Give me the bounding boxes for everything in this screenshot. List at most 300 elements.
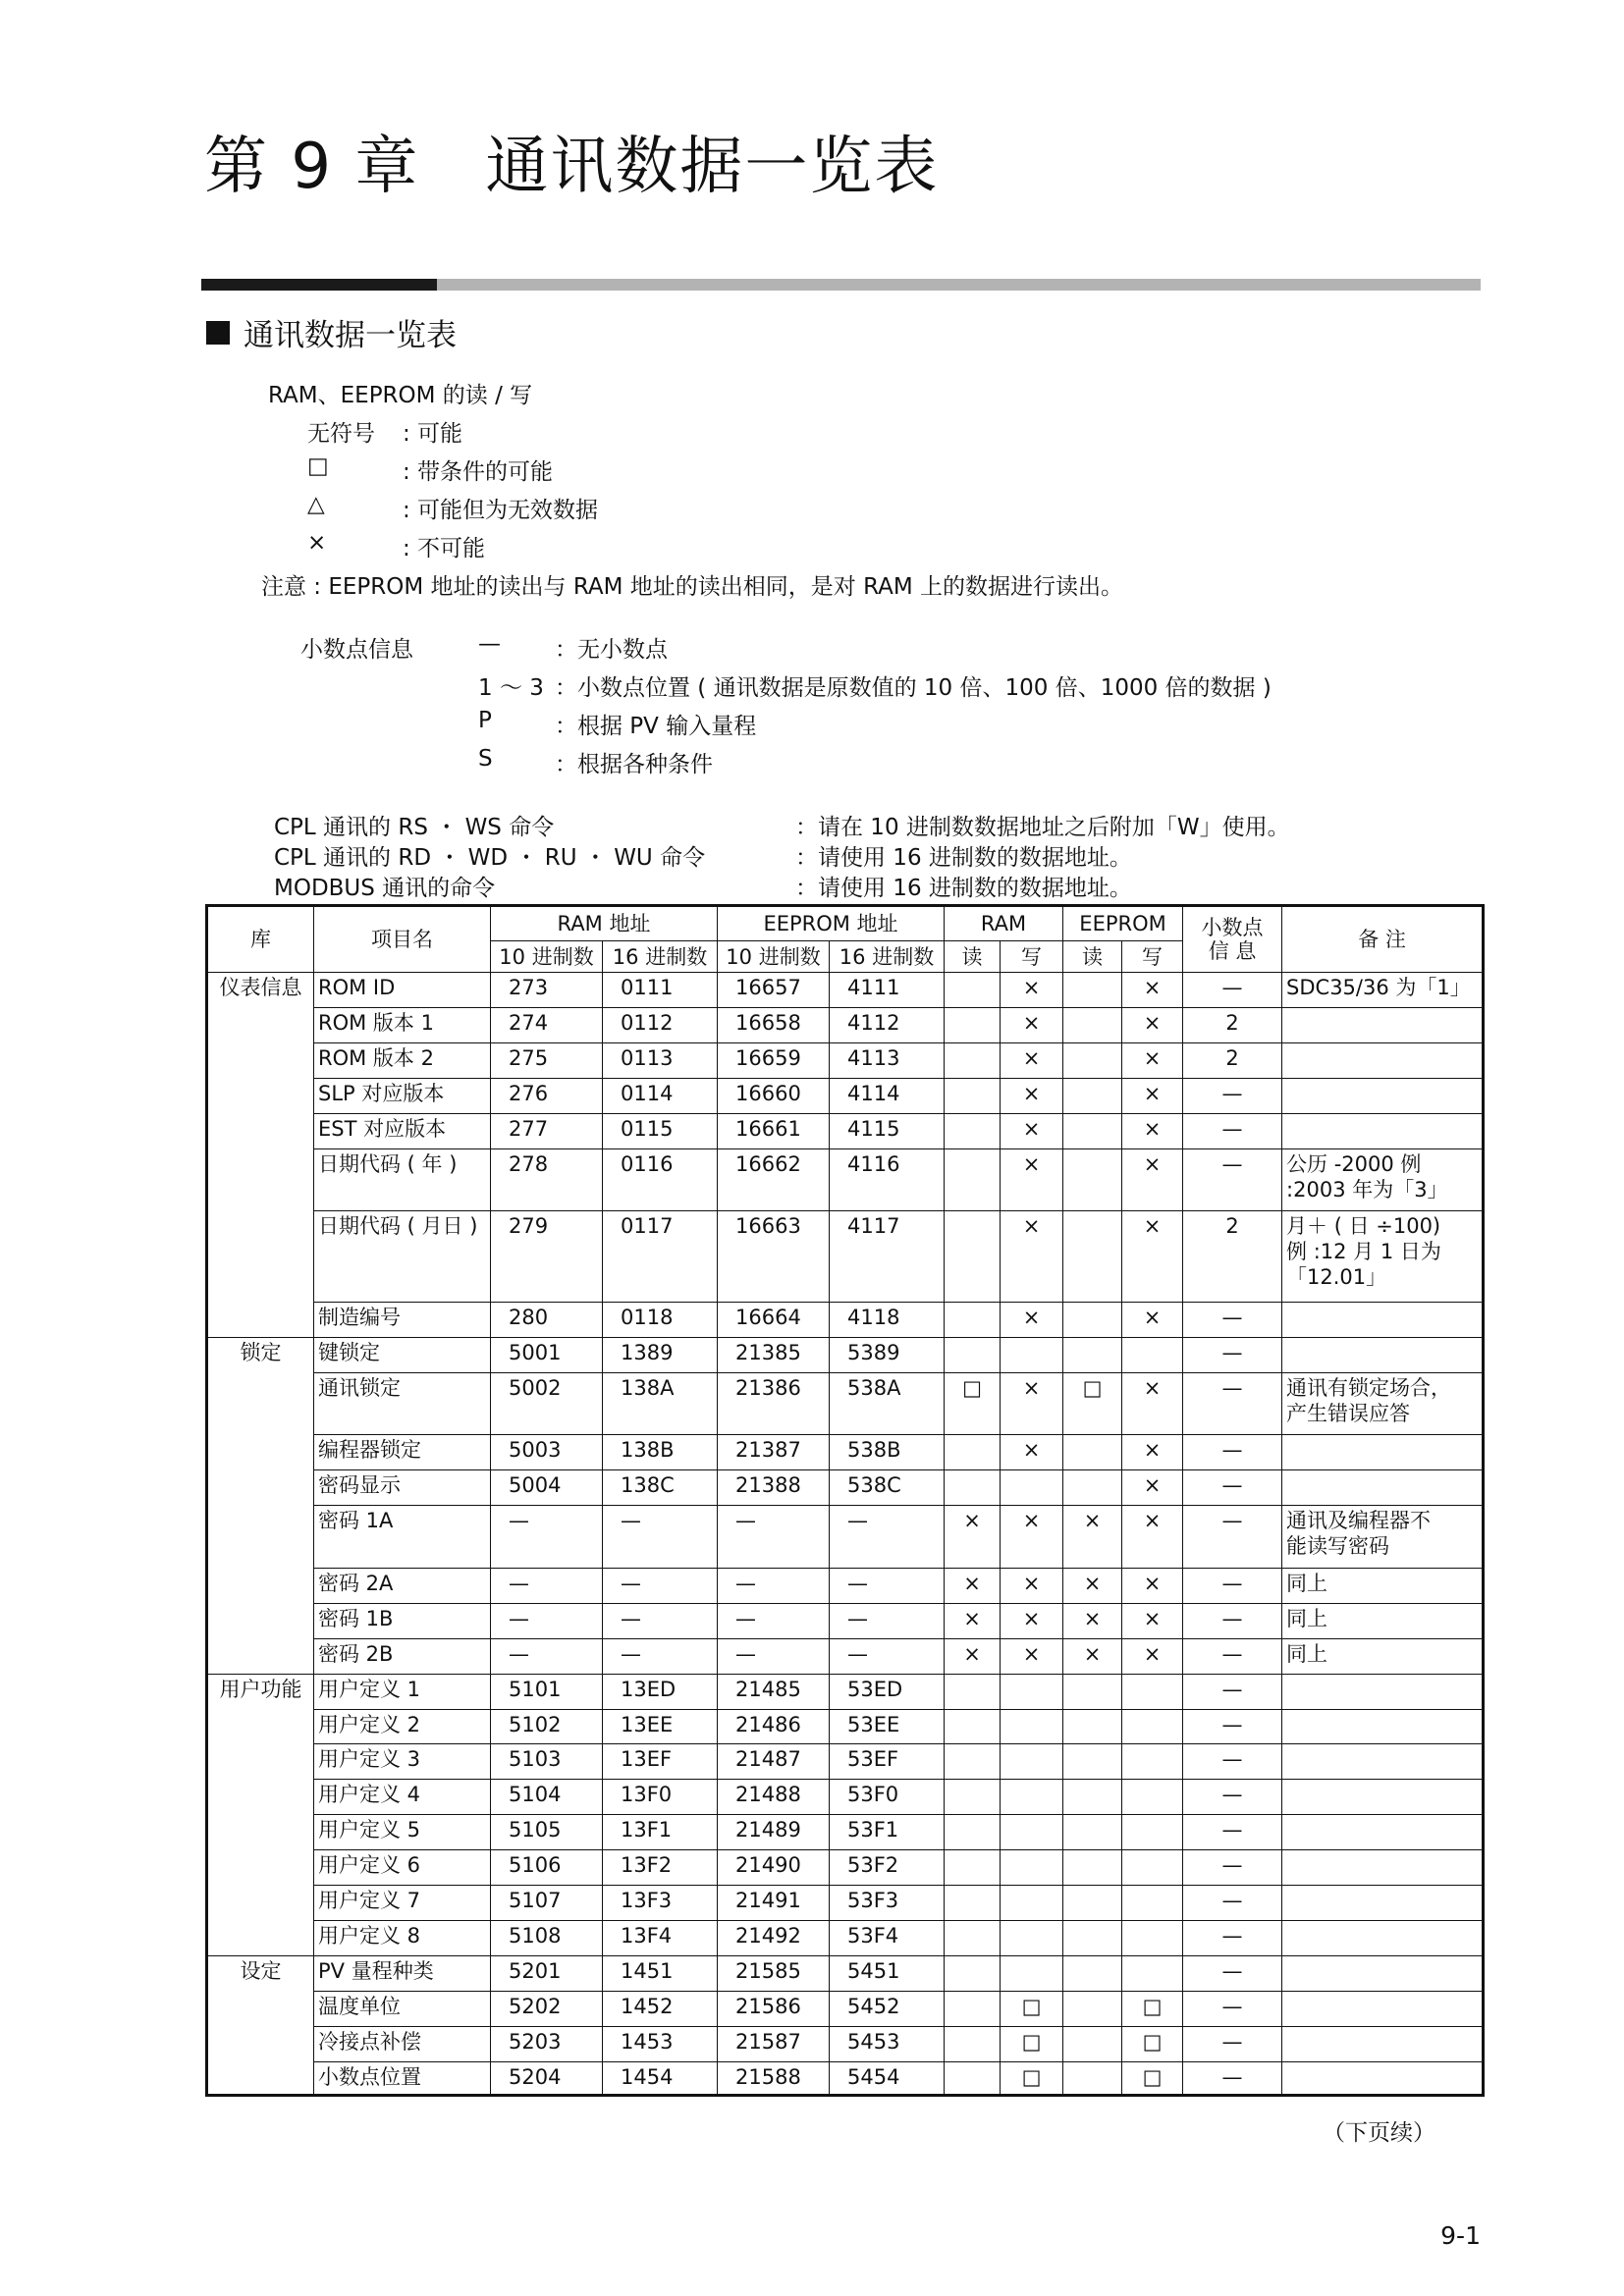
- cell-r16: 13F1: [603, 1815, 718, 1850]
- decimal-desc-3: ：根据各种条件: [555, 752, 713, 777]
- table-row: [207, 1815, 1484, 1850]
- cell-dp: 2: [1183, 1042, 1282, 1078]
- cell-rw: [1001, 1921, 1063, 1956]
- cell-e16: —: [830, 1506, 945, 1568]
- cell-dp: —: [1183, 1113, 1282, 1148]
- table-row: [207, 2026, 1484, 2061]
- cell-ew: ×: [1122, 1113, 1183, 1148]
- cell-dp: —: [1183, 1470, 1282, 1506]
- cell-r10: 5203: [491, 2026, 603, 2061]
- command-desc-2: ：请使用 16 进制数的数据地址。: [795, 876, 1132, 901]
- cell-note: 通讯及编程器不 能读写密码: [1282, 1506, 1484, 1568]
- cell-e10: 21485: [718, 1674, 830, 1709]
- cell-r10: 276: [491, 1078, 603, 1113]
- cell-r10: 5104: [491, 1780, 603, 1815]
- cell-item: ROM ID: [314, 973, 491, 1008]
- cell-r16: 0118: [603, 1303, 718, 1338]
- cell-item: 用户定义 5: [314, 1815, 491, 1850]
- cell-ew: ×: [1122, 1568, 1183, 1603]
- cell-rr: [945, 1886, 1001, 1921]
- cell-r16: 1453: [603, 2026, 718, 2061]
- cell-rr: [945, 1078, 1001, 1113]
- cell-e16: 53EE: [830, 1709, 945, 1744]
- cell-note: [1282, 1338, 1484, 1373]
- cell-r16: 13ED: [603, 1674, 718, 1709]
- table-row: [207, 1211, 1484, 1303]
- table-row: [207, 1674, 1484, 1709]
- cell-note: [1282, 1042, 1484, 1078]
- cell-er: [1063, 1674, 1122, 1709]
- cell-item: 密码 2A: [314, 1568, 491, 1603]
- table-row: [207, 1373, 1484, 1435]
- cell-ew: ×: [1122, 1373, 1183, 1435]
- legend-sym-0: 无符号: [307, 421, 375, 447]
- cell-r16: 1454: [603, 2061, 718, 2095]
- cell-rr: [945, 1815, 1001, 1850]
- cell-rw: [1001, 1886, 1063, 1921]
- cell-dp: —: [1183, 1568, 1282, 1603]
- legend-desc-3: : 不可能: [403, 536, 486, 561]
- header-eeprom-dec: 10 进制数: [718, 941, 830, 973]
- header-eeprom-address: EEPROM 地址: [718, 906, 945, 941]
- cell-rw: [1001, 1744, 1063, 1780]
- title-rule-light: [437, 279, 1481, 291]
- cell-e16: 53F2: [830, 1850, 945, 1886]
- cell-item: PV 量程种类: [314, 1956, 491, 1992]
- cell-ew: ×: [1122, 1603, 1183, 1638]
- cell-e10: 16663: [718, 1211, 830, 1303]
- cell-e10: —: [718, 1603, 830, 1638]
- table-row: [207, 973, 1484, 1008]
- table-row: [207, 1303, 1484, 1338]
- cell-er: [1063, 2026, 1122, 2061]
- command-name-0: CPL 通讯的 RS ・ WS 命令: [274, 815, 555, 840]
- cell-rw: ×: [1001, 1042, 1063, 1078]
- cell-item: 制造编号: [314, 1303, 491, 1338]
- header-ram: RAM: [945, 906, 1063, 941]
- cell-e16: 4117: [830, 1211, 945, 1303]
- cell-r10: —: [491, 1603, 603, 1638]
- cell-dp: —: [1183, 1815, 1282, 1850]
- cell-rr: [945, 1007, 1001, 1042]
- cell-item: 用户定义 4: [314, 1780, 491, 1815]
- cell-er: [1063, 1338, 1122, 1373]
- cell-e16: 4118: [830, 1303, 945, 1338]
- cell-ew: □: [1122, 2026, 1183, 2061]
- table-row: [207, 1078, 1484, 1113]
- header-lib: 库: [207, 906, 314, 973]
- cell-e10: 16664: [718, 1303, 830, 1338]
- cell-rw: ×: [1001, 1303, 1063, 1338]
- cell-er: [1063, 1850, 1122, 1886]
- cell-r16: 13F0: [603, 1780, 718, 1815]
- cell-rr: [945, 1435, 1001, 1470]
- cell-e10: 21387: [718, 1435, 830, 1470]
- cell-rw: ×: [1001, 1638, 1063, 1674]
- header-decimal: 小数点 信 息: [1183, 906, 1282, 973]
- cell-er: □: [1063, 1373, 1122, 1435]
- cell-ew: □: [1122, 1992, 1183, 2027]
- cell-r16: 13F4: [603, 1921, 718, 1956]
- legend-desc-2: : 可能但为无效数据: [403, 498, 599, 523]
- cell-rw: [1001, 1338, 1063, 1373]
- cell-dp: —: [1183, 1338, 1282, 1373]
- header-ram-address: RAM 地址: [491, 906, 718, 941]
- cell-r10: 5101: [491, 1674, 603, 1709]
- table-row: [207, 1992, 1484, 2027]
- cell-e10: 21388: [718, 1470, 830, 1506]
- cell-er: [1063, 1078, 1122, 1113]
- cell-note: [1282, 1992, 1484, 2027]
- cell-er: [1063, 1211, 1122, 1303]
- table-body: [207, 973, 1484, 2096]
- cell-item: 编程器锁定: [314, 1435, 491, 1470]
- cell-er: [1063, 1780, 1122, 1815]
- cell-e16: —: [830, 1568, 945, 1603]
- cell-dp: —: [1183, 1674, 1282, 1709]
- cell-item: 日期代码 ( 年 ): [314, 1148, 491, 1210]
- group-label: 设定: [207, 1956, 314, 2096]
- cell-e16: 53EF: [830, 1744, 945, 1780]
- cell-dp: —: [1183, 2061, 1282, 2095]
- cell-item: 密码显示: [314, 1470, 491, 1506]
- cell-dp: —: [1183, 1992, 1282, 2027]
- cell-rr: □: [945, 1373, 1001, 1435]
- cell-rw: [1001, 1815, 1063, 1850]
- cell-item: 日期代码 ( 月日 ): [314, 1211, 491, 1303]
- cell-e16: 5451: [830, 1956, 945, 1992]
- cell-e10: 21585: [718, 1956, 830, 1992]
- cell-rw: ×: [1001, 1603, 1063, 1638]
- cell-dp: 2: [1183, 1007, 1282, 1042]
- header-ram-dec: 10 进制数: [491, 941, 603, 973]
- cell-ew: ×: [1122, 1638, 1183, 1674]
- cell-e10: 16658: [718, 1007, 830, 1042]
- cell-note: [1282, 1956, 1484, 1992]
- table-row: [207, 1921, 1484, 1956]
- header-eeprom-read: 读: [1063, 941, 1122, 973]
- cell-er: [1063, 973, 1122, 1008]
- page-number: 9-1: [1440, 2221, 1481, 2250]
- cell-r10: 5204: [491, 2061, 603, 2095]
- cell-note: 同上: [1282, 1638, 1484, 1674]
- cell-e10: 21488: [718, 1780, 830, 1815]
- cell-r16: —: [603, 1603, 718, 1638]
- cell-rw: [1001, 1470, 1063, 1506]
- communication-data-table: [205, 904, 1485, 2097]
- cell-ew: ×: [1122, 1470, 1183, 1506]
- table-row: [207, 1113, 1484, 1148]
- cell-er: ×: [1063, 1506, 1122, 1568]
- table-row: [207, 1850, 1484, 1886]
- cell-r10: 279: [491, 1211, 603, 1303]
- cell-r10: 5107: [491, 1886, 603, 1921]
- cell-rr: ×: [945, 1638, 1001, 1674]
- cell-r16: 1389: [603, 1338, 718, 1373]
- command-desc-0: ：请在 10 进制数数据地址之后附加「W」使用。: [795, 815, 1290, 840]
- legend-sym-3: ×: [307, 530, 327, 556]
- cell-rr: [945, 1113, 1001, 1148]
- cell-dp: —: [1183, 1148, 1282, 1210]
- cell-note: [1282, 1078, 1484, 1113]
- cell-dp: —: [1183, 1850, 1282, 1886]
- cell-e16: 5453: [830, 2026, 945, 2061]
- group-label: 仪表信息: [207, 973, 314, 1338]
- legend-desc-0: : 可能: [403, 421, 463, 447]
- cell-item: 通讯锁定: [314, 1373, 491, 1435]
- cell-item: EST 对应版本: [314, 1113, 491, 1148]
- cell-e10: 21385: [718, 1338, 830, 1373]
- cell-ew: [1122, 1780, 1183, 1815]
- cell-dp: —: [1183, 1780, 1282, 1815]
- cell-r10: 5001: [491, 1338, 603, 1373]
- cell-ew: ×: [1122, 1148, 1183, 1210]
- table-row: [207, 1744, 1484, 1780]
- table-row: [207, 1007, 1484, 1042]
- cell-note: [1282, 1709, 1484, 1744]
- cell-ew: ×: [1122, 1007, 1183, 1042]
- cell-r10: 5106: [491, 1850, 603, 1886]
- header-eeprom: EEPROM: [1063, 906, 1183, 941]
- decimal-sym-2: P: [478, 708, 492, 733]
- cell-dp: —: [1183, 1373, 1282, 1435]
- square-bullet-icon: [206, 321, 230, 345]
- cell-item: 小数点位置: [314, 2061, 491, 2095]
- decimal-sym-1: 1 ～ 3: [478, 675, 544, 701]
- cell-rr: ×: [945, 1506, 1001, 1568]
- cell-ew: [1122, 1921, 1183, 1956]
- cell-ew: ×: [1122, 1435, 1183, 1470]
- legend-heading: RAM、EEPROM 的读 / 写: [268, 383, 533, 408]
- cell-e16: 53F3: [830, 1886, 945, 1921]
- chapter-title: 第 9 章 通讯数据一览表: [204, 131, 940, 203]
- decimal-sym-3: S: [478, 746, 493, 772]
- header-ram-hex: 16 进制数: [603, 941, 718, 973]
- cell-rw: ×: [1001, 1568, 1063, 1603]
- cell-er: [1063, 1992, 1122, 2027]
- cell-item: 用户定义 2: [314, 1709, 491, 1744]
- cell-item: 密码 2B: [314, 1638, 491, 1674]
- cell-ew: ×: [1122, 973, 1183, 1008]
- cell-note: [1282, 1886, 1484, 1921]
- command-name-1: CPL 通讯的 RD ・ WD ・ RU ・ WU 命令: [274, 845, 706, 871]
- cell-r10: 5201: [491, 1956, 603, 1992]
- cell-e16: 4113: [830, 1042, 945, 1078]
- table-row: [207, 1338, 1484, 1373]
- cell-r16: —: [603, 1506, 718, 1568]
- cell-r10: —: [491, 1506, 603, 1568]
- cell-dp: —: [1183, 1638, 1282, 1674]
- cell-rr: [945, 1709, 1001, 1744]
- cell-note: [1282, 1303, 1484, 1338]
- cell-note: 同上: [1282, 1603, 1484, 1638]
- cell-er: ×: [1063, 1638, 1122, 1674]
- cell-er: ×: [1063, 1568, 1122, 1603]
- cell-r16: 0115: [603, 1113, 718, 1148]
- cell-er: [1063, 1007, 1122, 1042]
- cell-e10: 16659: [718, 1042, 830, 1078]
- cell-e10: 21487: [718, 1744, 830, 1780]
- legend-sym-2: △: [307, 492, 325, 517]
- cell-rw: □: [1001, 1992, 1063, 2027]
- table-row: [207, 1780, 1484, 1815]
- cell-r16: —: [603, 1638, 718, 1674]
- cell-e16: 5452: [830, 1992, 945, 2027]
- header-eeprom-hex: 16 进制数: [830, 941, 945, 973]
- table-row: [207, 1603, 1484, 1638]
- cell-rw: ×: [1001, 1113, 1063, 1148]
- cell-e10: 21489: [718, 1815, 830, 1850]
- table-row: [207, 1568, 1484, 1603]
- cell-r10: 5105: [491, 1815, 603, 1850]
- cell-e16: 53ED: [830, 1674, 945, 1709]
- cell-rr: [945, 1850, 1001, 1886]
- section-heading: [206, 310, 457, 354]
- cell-r16: 138A: [603, 1373, 718, 1435]
- cell-r10: 5202: [491, 1992, 603, 2027]
- cell-rr: [945, 1921, 1001, 1956]
- cell-note: [1282, 1435, 1484, 1470]
- cell-note: 通讯有锁定场合， 产生错误应答: [1282, 1373, 1484, 1435]
- cell-r10: 5004: [491, 1470, 603, 1506]
- legend-desc-1: : 带条件的可能: [403, 459, 554, 485]
- cell-note: [1282, 1850, 1484, 1886]
- cell-r10: 274: [491, 1007, 603, 1042]
- cell-er: [1063, 1042, 1122, 1078]
- table-row: [207, 2061, 1484, 2095]
- cell-r10: 5108: [491, 1921, 603, 1956]
- cell-er: [1063, 1148, 1122, 1210]
- cell-r16: 1452: [603, 1992, 718, 2027]
- cell-rw: ×: [1001, 1506, 1063, 1568]
- cell-item: 冷接点补偿: [314, 2026, 491, 2061]
- cell-item: 用户定义 7: [314, 1886, 491, 1921]
- cell-ew: ×: [1122, 1211, 1183, 1303]
- cell-e10: 21386: [718, 1373, 830, 1435]
- cell-note: 同上: [1282, 1568, 1484, 1603]
- cell-r16: 13F3: [603, 1886, 718, 1921]
- cell-rw: ×: [1001, 1435, 1063, 1470]
- cell-item: 用户定义 1: [314, 1674, 491, 1709]
- cell-note: [1282, 1470, 1484, 1506]
- cell-note: [1282, 1744, 1484, 1780]
- cell-e16: 5454: [830, 2061, 945, 2095]
- decimal-desc-2: ：根据 PV 输入量程: [555, 714, 757, 739]
- cell-rw: ×: [1001, 1211, 1063, 1303]
- group-label: 锁定: [207, 1338, 314, 1675]
- cell-rw: ×: [1001, 1373, 1063, 1435]
- cell-rr: [945, 1303, 1001, 1338]
- cell-ew: [1122, 1674, 1183, 1709]
- cell-r16: —: [603, 1568, 718, 1603]
- cell-dp: —: [1183, 973, 1282, 1008]
- decimal-desc-0: ：无小数点: [555, 637, 668, 663]
- cell-e16: 538A: [830, 1373, 945, 1435]
- cell-rw: □: [1001, 2061, 1063, 2095]
- cell-r16: 0112: [603, 1007, 718, 1042]
- cell-r16: 138B: [603, 1435, 718, 1470]
- cell-rw: □: [1001, 2026, 1063, 2061]
- cell-rr: [945, 1780, 1001, 1815]
- cell-er: [1063, 1921, 1122, 1956]
- cell-ew: ×: [1122, 1506, 1183, 1568]
- cell-e16: 4115: [830, 1113, 945, 1148]
- cell-r10: 277: [491, 1113, 603, 1148]
- cell-rw: ×: [1001, 1007, 1063, 1042]
- cell-rw: ×: [1001, 973, 1063, 1008]
- cell-rw: [1001, 1674, 1063, 1709]
- cell-r10: 273: [491, 973, 603, 1008]
- decimal-sym-0: —: [478, 631, 501, 657]
- cell-ew: [1122, 1709, 1183, 1744]
- cell-e10: 16662: [718, 1148, 830, 1210]
- header-ram-write: 写: [1001, 941, 1063, 973]
- cell-dp: —: [1183, 1886, 1282, 1921]
- cell-dp: —: [1183, 1303, 1282, 1338]
- table-row: [207, 1709, 1484, 1744]
- cell-rr: [945, 1338, 1001, 1373]
- cell-r16: 0116: [603, 1148, 718, 1210]
- cell-ew: [1122, 1886, 1183, 1921]
- cell-dp: —: [1183, 1744, 1282, 1780]
- cell-note: [1282, 2061, 1484, 2095]
- cell-note: [1282, 1113, 1484, 1148]
- cell-dp: —: [1183, 1078, 1282, 1113]
- cell-e16: 5389: [830, 1338, 945, 1373]
- cell-rr: [945, 1992, 1001, 2027]
- table-row: [207, 1506, 1484, 1568]
- header-ram-read: 读: [945, 941, 1001, 973]
- cell-rr: [945, 973, 1001, 1008]
- header-eeprom-write: 写: [1122, 941, 1183, 973]
- cell-e16: 4112: [830, 1007, 945, 1042]
- cell-r16: 0113: [603, 1042, 718, 1078]
- cell-note: 公历 -2000 例 :2003 年为「3」: [1282, 1148, 1484, 1210]
- cell-dp: —: [1183, 1435, 1282, 1470]
- cell-e10: —: [718, 1506, 830, 1568]
- cell-note: 月＋ ( 日 ÷100) 例 :12 月 1 日为 「12.01」: [1282, 1211, 1484, 1303]
- cell-rr: [945, 2026, 1001, 2061]
- cell-e10: 21587: [718, 2026, 830, 2061]
- cell-r10: 5002: [491, 1373, 603, 1435]
- cell-rw: ×: [1001, 1078, 1063, 1113]
- cell-rr: [945, 1956, 1001, 1992]
- cell-ew: [1122, 1338, 1183, 1373]
- cell-er: [1063, 1744, 1122, 1780]
- cell-note: [1282, 1815, 1484, 1850]
- cell-e16: 538C: [830, 1470, 945, 1506]
- cell-ew: ×: [1122, 1303, 1183, 1338]
- cell-e10: 21486: [718, 1709, 830, 1744]
- cell-ew: [1122, 1744, 1183, 1780]
- cell-er: [1063, 1470, 1122, 1506]
- table-row: [207, 1042, 1484, 1078]
- cell-r10: —: [491, 1638, 603, 1674]
- command-desc-1: ：请使用 16 进制数的数据地址。: [795, 845, 1132, 871]
- cell-item: 键锁定: [314, 1338, 491, 1373]
- cell-er: [1063, 1303, 1122, 1338]
- cell-rr: [945, 1211, 1001, 1303]
- cell-e16: 53F0: [830, 1780, 945, 1815]
- cell-note: [1282, 1007, 1484, 1042]
- cell-e16: 53F1: [830, 1815, 945, 1850]
- cell-e10: 21588: [718, 2061, 830, 2095]
- cell-e16: 538B: [830, 1435, 945, 1470]
- cell-item: ROM 版本 2: [314, 1042, 491, 1078]
- cell-e10: 21491: [718, 1886, 830, 1921]
- cell-r16: 13F2: [603, 1850, 718, 1886]
- cell-er: [1063, 1815, 1122, 1850]
